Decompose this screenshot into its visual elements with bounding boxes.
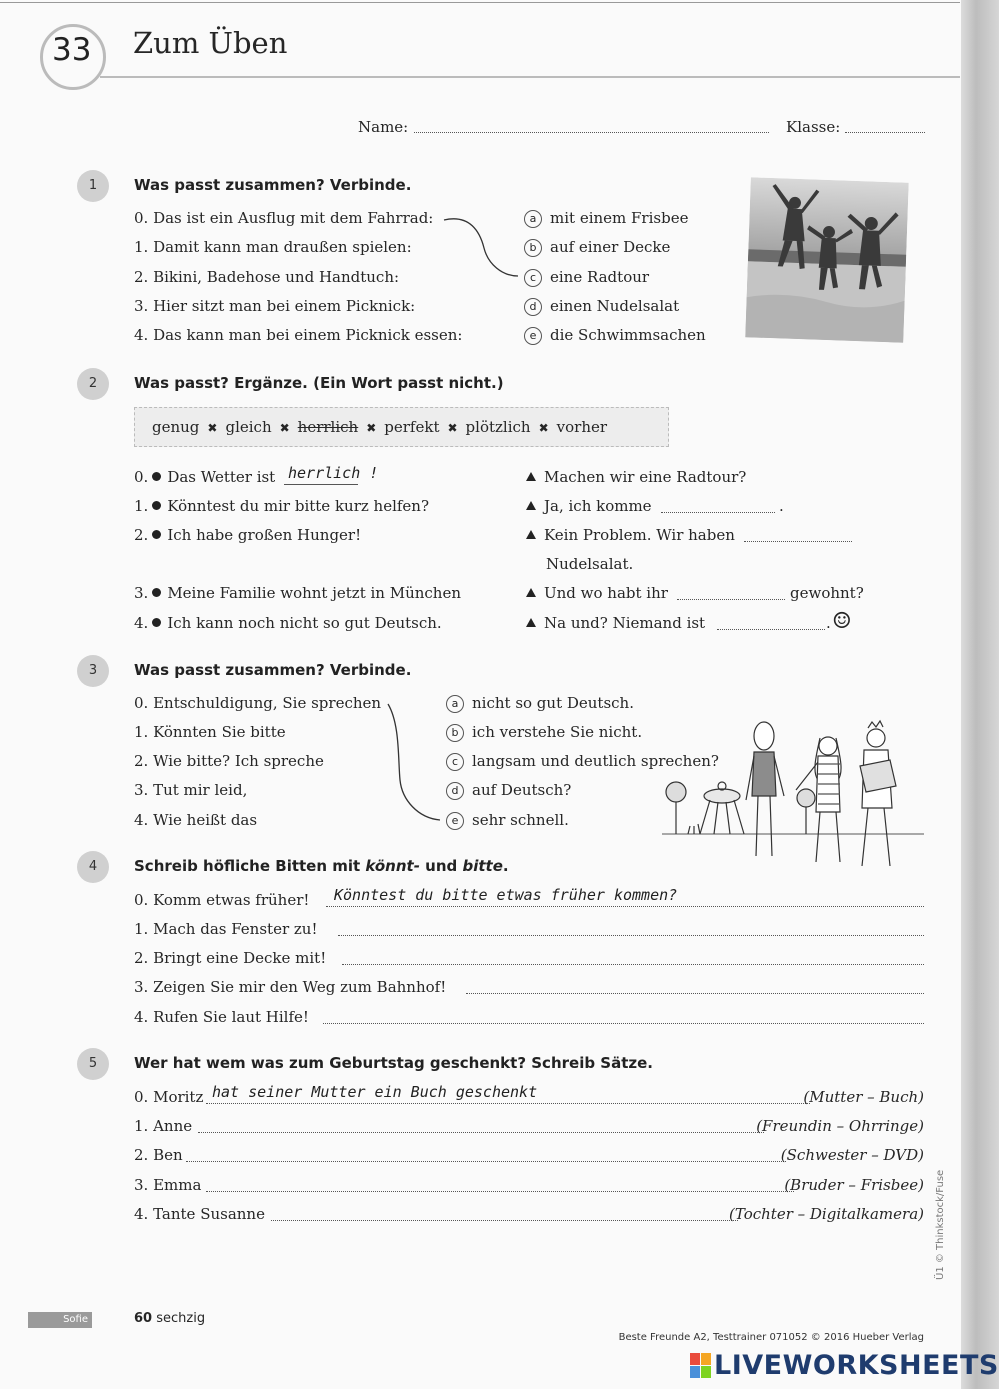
triangle-icon — [526, 472, 536, 481]
item-number: 3. — [134, 584, 149, 602]
word-bank-item: vorher — [556, 418, 608, 436]
ex2-left-text: Könntest du mir bitte kurz helfen? — [167, 497, 430, 515]
exercise-1-heading: Was passt zusammen? Verbinde. — [134, 176, 412, 194]
ex2-left-3 — [134, 584, 461, 602]
ex3-option-text: nicht so gut Deutsch. — [472, 694, 634, 712]
ex3-example-connector-line — [384, 700, 444, 828]
separator-icon: ✖ — [447, 421, 458, 435]
header-rule — [100, 76, 960, 78]
ex2-answer-3-field[interactable] — [677, 599, 785, 600]
ex5-hint-1: (Freundin – Ohrringe) — [756, 1117, 924, 1135]
ex1-option-e[interactable] — [524, 326, 706, 345]
letter-circle: a — [446, 695, 464, 713]
ex1-left-1: 1. Damit kann man draußen spielen: — [134, 238, 412, 256]
ex5-answer-3-field[interactable] — [206, 1191, 794, 1192]
ex5-hint-3: (Bruder – Frisbee) — [784, 1176, 924, 1194]
ex1-option-c[interactable] — [524, 268, 649, 287]
ex3-left-1: 1. Könnten Sie bitte — [134, 723, 286, 741]
bullet-icon — [152, 530, 161, 539]
ex2-example-answer: herrlich ! — [288, 464, 379, 482]
triangle-icon — [526, 618, 536, 627]
ex2-left-4 — [134, 614, 442, 632]
item-number: 4. — [134, 614, 149, 632]
page-number — [134, 1311, 205, 1326]
name-field[interactable] — [414, 132, 769, 133]
exercise-badge-1: 1 — [77, 170, 109, 202]
ex1-option-d[interactable] — [524, 297, 679, 316]
book-spine-shadow — [961, 0, 999, 1389]
sofie-tab: Sofie — [28, 1312, 92, 1328]
ex2-answer-2-field[interactable] — [744, 541, 852, 542]
ex2-left-text: Ich kann noch nicht so gut Deutsch. — [167, 614, 442, 632]
letter-circle: d — [524, 298, 542, 316]
top-edge-line — [0, 2, 960, 3]
letter-circle: c — [524, 269, 542, 287]
ex2-right-4-end: . — [826, 614, 831, 632]
ex2-left-2 — [134, 526, 361, 544]
publisher-line: Beste Freunde A2, Testtrainer 071052 © 2016 Hueber Verlag — [618, 1332, 924, 1343]
ex2-left-text: Ich habe großen Hunger! — [167, 526, 362, 544]
people-jumping-photo — [745, 177, 908, 342]
ex3-option-e[interactable] — [446, 811, 569, 830]
ex4-answer-3-field[interactable] — [466, 993, 924, 994]
ex3-left-2: 2. Wie bitte? Ich spreche — [134, 752, 324, 770]
page-number-word: sechzig — [156, 1311, 206, 1326]
ex1-option-text: die Schwimmsachen — [550, 326, 706, 344]
ex5-hint-4: (Tochter – Digitalkamera) — [729, 1205, 924, 1223]
ex1-option-text: auf einer Decke — [550, 238, 671, 256]
ex4-item-1: 1. Mach das Fenster zu! — [134, 920, 318, 938]
ex3-left-3: 3. Tut mir leid, — [134, 781, 248, 799]
ex5-hint-2: (Schwester – DVD) — [780, 1146, 924, 1164]
ex2-left-1 — [134, 497, 429, 515]
liveworksheets-watermark — [690, 1350, 999, 1381]
letter-circle: c — [446, 753, 464, 771]
exercise-badge-4: 4 — [77, 851, 109, 883]
liveworksheets-logo-icon — [690, 1353, 712, 1379]
ex4-example-answer-line — [326, 906, 924, 907]
ex2-answer-4-field[interactable] — [717, 629, 825, 630]
class-field[interactable] — [845, 132, 925, 133]
ex4-item-4: 4. Rufen Sie laut Hilfe! — [134, 1008, 309, 1026]
ex1-option-text: einen Nudelsalat — [550, 297, 680, 315]
heading-italic: könnt- — [365, 857, 420, 875]
ex3-left-4: 4. Wie heißt das — [134, 811, 258, 829]
ex2-right-text: Ja, ich komme — [544, 497, 652, 515]
ex4-example-answer: Könntest du bitte etwas früher kommen? — [334, 886, 678, 904]
separator-icon: ✖ — [207, 421, 218, 435]
ex2-right-text: Machen wir eine Radtour? — [544, 468, 747, 486]
bullet-icon — [152, 618, 161, 627]
letter-circle: e — [524, 327, 542, 345]
word-bank — [152, 418, 607, 436]
exercise-5-heading: Wer hat wem was zum Geburtstag geschenkt? Schreib Sätze. — [134, 1054, 653, 1072]
ex2-right-4 — [526, 614, 705, 632]
word-bank-item: genug — [152, 418, 200, 436]
ex1-option-text: mit einem Frisbee — [550, 209, 689, 227]
ex4-answer-2-field[interactable] — [342, 964, 924, 965]
ex2-right-1 — [526, 497, 652, 515]
separator-icon: ✖ — [538, 421, 549, 435]
smiley-icon: ☺ — [832, 609, 852, 634]
ex2-right-0 — [526, 468, 746, 486]
ex3-option-text: langsam und deutlich sprechen? — [472, 752, 719, 770]
ex1-option-text: eine Radtour — [550, 268, 650, 286]
ex1-option-b[interactable] — [524, 238, 670, 257]
ex1-left-0: 0. Das ist ein Ausflug mit dem Fahrrad: — [134, 209, 434, 227]
ex3-option-d[interactable] — [446, 781, 571, 800]
ex2-right-2 — [526, 526, 735, 544]
item-number: 1. — [134, 497, 149, 515]
word-bank-item-used: herrlich — [297, 418, 359, 436]
ex2-left-text: Meine Familie wohnt jetzt in München — [167, 584, 461, 602]
ex2-right-text: Kein Problem. Wir haben — [544, 526, 735, 544]
ex5-item-3: 3. Emma — [134, 1176, 202, 1194]
letter-circle: e — [446, 812, 464, 830]
ex2-right-text: Und wo habt ihr — [544, 584, 668, 602]
page-title: Zum Üben — [133, 26, 288, 60]
exercise-badge-3: 3 — [77, 655, 109, 687]
heading-text: und — [419, 857, 463, 875]
image-credit: Ü1 © Thinkstock/Fuse — [935, 1169, 946, 1280]
ex2-right-3 — [526, 584, 668, 602]
ex2-right-text: Na und? Niemand ist — [544, 614, 706, 632]
item-number: 0. — [134, 468, 149, 486]
kids-and-alien-illustration — [662, 716, 924, 870]
ex2-answer-1-field[interactable] — [661, 512, 775, 513]
ex2-example-answer-line — [284, 484, 358, 485]
ex3-option-text: sehr schnell. — [472, 811, 569, 829]
ex4-item-0: 0. Komm etwas früher! — [134, 891, 310, 909]
word-bank-item: perfekt — [384, 418, 440, 436]
name-label: Name: — [358, 118, 409, 136]
letter-circle: d — [446, 782, 464, 800]
ex5-item-0: 0. Moritz — [134, 1088, 204, 1106]
exercise-badge-2: 2 — [77, 368, 109, 400]
ex2-right-1-end: . — [779, 497, 784, 515]
watermark-text: LIVEWORKSHEETS — [714, 1350, 999, 1381]
word-bank-item: plötzlich — [465, 418, 531, 436]
ex5-example-answer-line — [206, 1103, 810, 1104]
triangle-icon — [526, 501, 536, 510]
ex5-item-1: 1. Anne — [134, 1117, 193, 1135]
ex2-left-0 — [134, 468, 275, 486]
word-bank-item: gleich — [225, 418, 272, 436]
ex1-option-a[interactable] — [524, 209, 688, 228]
ex4-answer-4-field[interactable] — [323, 1023, 924, 1024]
ex5-item-4: 4. Tante Susanne — [134, 1205, 265, 1223]
exercise-3-heading: Was passt zusammen? Verbinde. — [134, 661, 412, 679]
letter-circle: b — [446, 724, 464, 742]
triangle-icon — [526, 588, 536, 597]
unit-number: 33 — [52, 32, 92, 68]
ex1-left-2: 2. Bikini, Badehose und Handtuch: — [134, 268, 400, 286]
ex3-option-text: auf Deutsch? — [472, 781, 572, 799]
ex5-answer-1-field[interactable] — [198, 1132, 764, 1133]
ex5-item-2: 2. Ben — [134, 1146, 183, 1164]
ex5-answer-2-field[interactable] — [186, 1161, 786, 1162]
separator-icon: ✖ — [279, 421, 290, 435]
letter-circle: b — [524, 239, 542, 257]
ex5-hint-0: (Mutter – Buch) — [803, 1088, 924, 1106]
ex2-right-2-cont: Nudelsalat. — [546, 555, 634, 573]
ex1-example-connector-line — [440, 212, 520, 282]
ex1-left-4: 4. Das kann man bei einem Picknick essen: — [134, 326, 463, 344]
ex2-left-text: Das Wetter ist — [167, 468, 276, 486]
ex3-left-0: 0. Entschuldigung, Sie sprechen — [134, 694, 382, 712]
heading-italic: bitte — [462, 857, 503, 875]
bullet-icon — [152, 472, 161, 481]
exercise-2-heading: Was passt? Ergänze. (Ein Wort passt nicht.) — [134, 374, 504, 392]
ex5-answer-4-field[interactable] — [271, 1220, 738, 1221]
heading-text: . — [502, 857, 509, 875]
ex3-option-b[interactable] — [446, 723, 642, 742]
heading-text: Schreib höfliche Bitten mit — [134, 857, 366, 875]
ex2-right-3-end: gewohnt? — [790, 584, 864, 602]
exercise-4-heading — [134, 857, 509, 875]
ex3-option-a[interactable] — [446, 694, 634, 713]
exercise-badge-5: 5 — [77, 1048, 109, 1080]
ex1-left-3: 3. Hier sitzt man bei einem Picknick: — [134, 297, 416, 315]
page-number-digits: 60 — [134, 1311, 153, 1326]
class-label: Klasse: — [786, 118, 841, 136]
bullet-icon — [152, 588, 161, 597]
ex5-example-answer: hat seiner Mutter ein Buch geschenkt — [212, 1083, 538, 1101]
ex4-item-2: 2. Bringt eine Decke mit! — [134, 949, 327, 967]
ex4-answer-1-field[interactable] — [338, 935, 924, 936]
ex4-item-3: 3. Zeigen Sie mir den Weg zum Bahnhof! — [134, 978, 447, 996]
ex3-option-text: ich verstehe Sie nicht. — [472, 723, 643, 741]
separator-icon: ✖ — [366, 421, 377, 435]
item-number: 2. — [134, 526, 149, 544]
triangle-icon — [526, 530, 536, 539]
letter-circle: a — [524, 210, 542, 228]
bullet-icon — [152, 501, 161, 510]
